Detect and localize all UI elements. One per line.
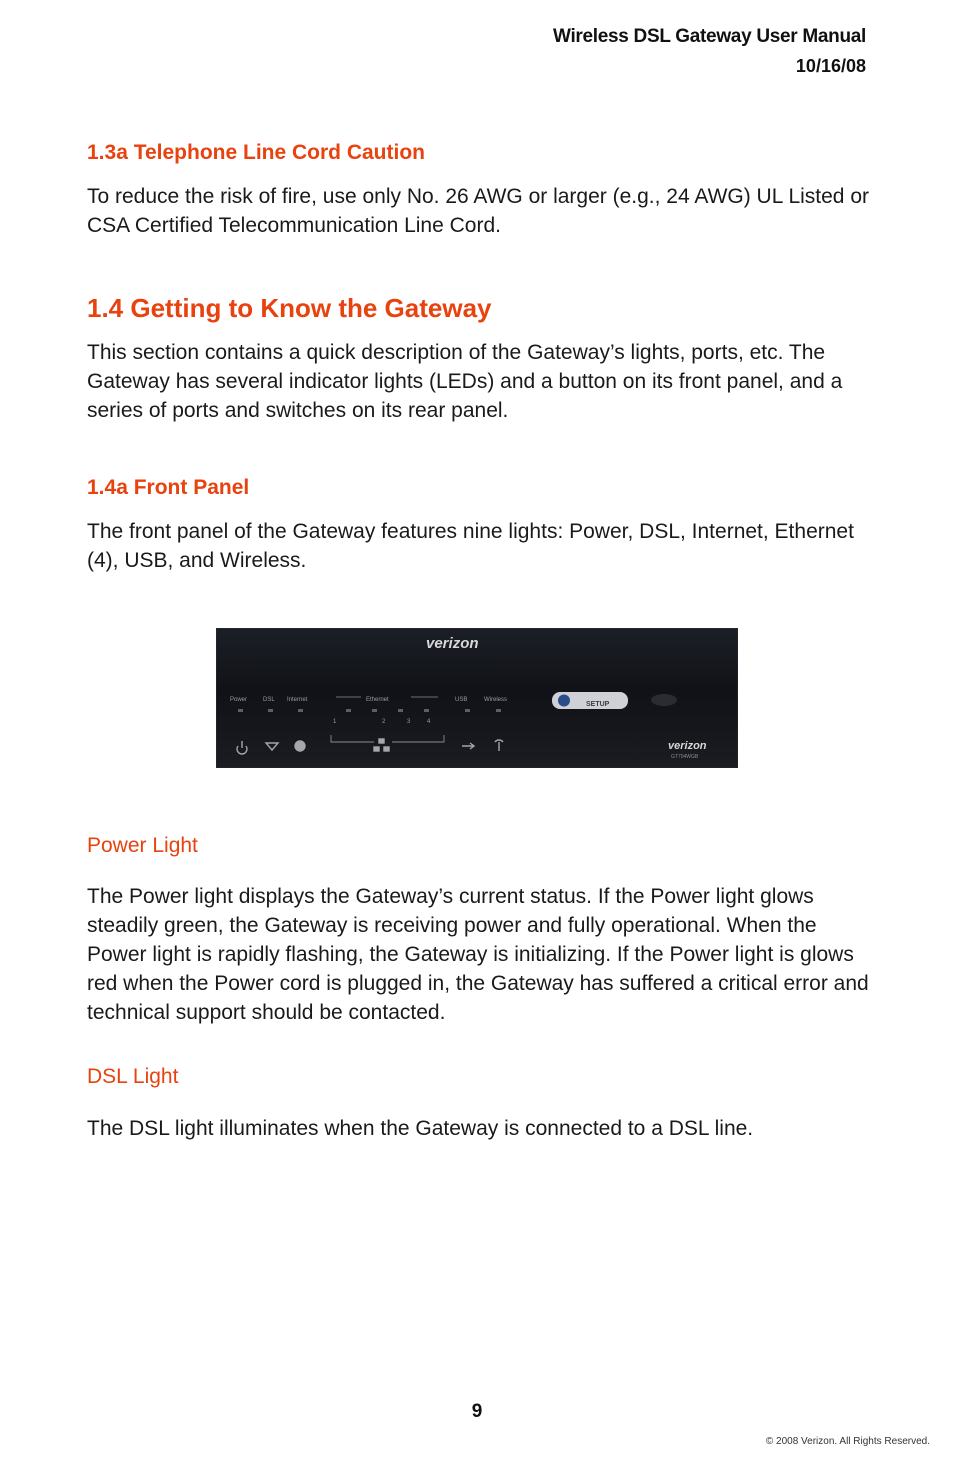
paragraph-getting-to-know: This section contains a quick description of the Gateway’s lights, ports, etc. The Gateway has several indicator lights (LEDs) and a button on its front panel, and a series of ports and switches on its rear panel. xyxy=(87,341,843,422)
page-number: 9 xyxy=(471,1401,483,1422)
label-ethernet: Ethernet xyxy=(366,697,389,703)
brand-logo-bottom: verizon xyxy=(668,740,707,752)
label-dsl: DSL xyxy=(263,697,275,703)
heading-1-4: 1.4 Getting to Know the Gateway xyxy=(87,293,492,323)
sensor-window xyxy=(651,694,677,706)
label-internet: Internet xyxy=(287,697,308,703)
led-ethernet-2 xyxy=(372,709,377,712)
setup-button[interactable] xyxy=(552,692,628,709)
led-wireless xyxy=(496,709,501,712)
label-power: Power xyxy=(230,697,248,703)
internet-globe-icon xyxy=(295,741,305,751)
paragraph-dsl-light: The DSL light illuminates when the Gateway is connected to a DSL line. xyxy=(87,1117,754,1140)
heading-1-4a: 1.4a Front Panel xyxy=(87,476,250,499)
model-number: GT704WGB xyxy=(671,754,699,760)
port-number-4: 4 xyxy=(427,719,431,725)
brand-logo-top: verizon xyxy=(426,635,479,652)
port-number-1: 1 xyxy=(333,719,337,725)
label-usb: USB xyxy=(455,697,468,703)
led-dsl xyxy=(268,709,273,712)
copyright-notice: © 2008 Verizon. All Rights Reserved. xyxy=(765,1436,930,1447)
heading-1-3a: 1.3a Telephone Line Cord Caution xyxy=(87,141,425,164)
paragraph-line-cord-caution: To reduce the risk of fire, use only No. 26 AWG or larger (e.g., 24 AWG) UL Listed or CSA Certified Telecommunication Line Cord. xyxy=(87,185,869,237)
led-power xyxy=(238,709,243,712)
manual-title: Wireless DSL Gateway User Manual xyxy=(552,26,866,47)
led-internet xyxy=(298,709,303,712)
front-panel-photo xyxy=(216,628,738,768)
led-ethernet-1 xyxy=(346,709,351,712)
paragraph-power-light: The Power light displays the Gateway’s current status. If the Power light glows steadily green, the Gateway is receiving power and fully operational. When the Power light is rapidly flashing, the Gateway is initializing. If the Power light is glows red when the Power cord is plugged in, the Gateway has suffered a critical error and technical support should be contacted. xyxy=(87,885,869,1024)
led-ethernet-4 xyxy=(424,709,429,712)
manual-date: 10/16/08 xyxy=(795,56,866,76)
heading-power-light: Power Light xyxy=(87,834,198,857)
led-ethernet-3 xyxy=(398,709,403,712)
paragraph-front-panel: The front panel of the Gateway features nine lights: Power, DSL, Internet, Ethernet (4), USB, and Wireless. xyxy=(87,520,854,572)
setup-label: SETUP xyxy=(586,701,610,708)
port-number-2: 2 xyxy=(382,719,386,725)
port-number-3: 3 xyxy=(407,719,411,725)
led-usb xyxy=(465,709,470,712)
heading-dsl-light: DSL Light xyxy=(87,1065,179,1088)
label-wireless: Wireless xyxy=(484,697,508,703)
